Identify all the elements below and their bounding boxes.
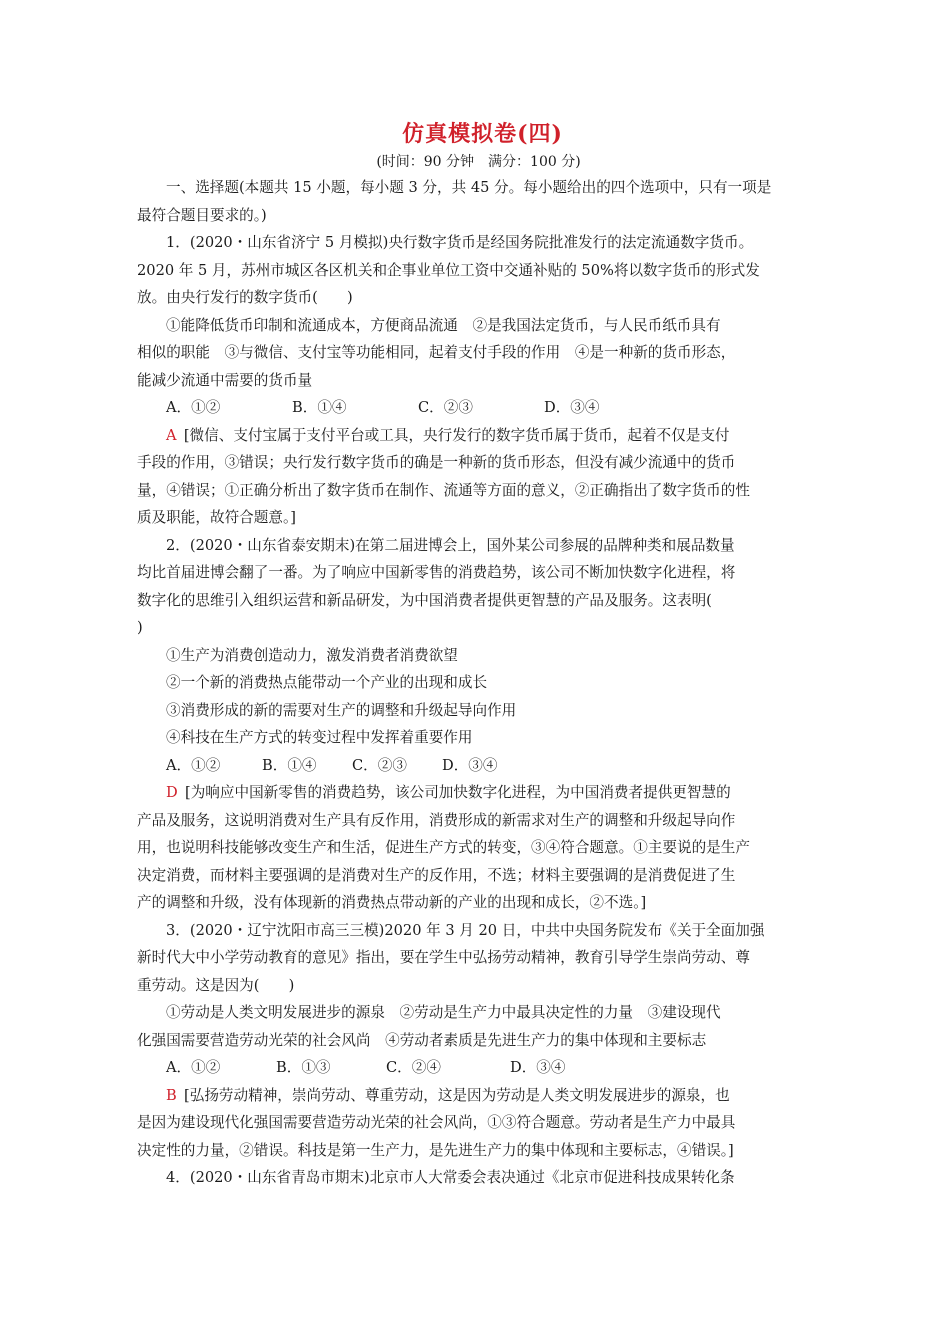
q1-explanation-text: [微信、支付宝属于支付平台或工具，央行发行的数字货币属于货币，起着不仅是支付 (183, 426, 730, 444)
q2-explanation: 决定消费，而材料主要强调的是消费对生产的反作用，不选；材料主要强调的是消费促进了生 (137, 866, 736, 884)
q2-options (137, 752, 820, 780)
q1-answer: A (166, 426, 177, 444)
page-title: 仿真模拟卷(四) (402, 121, 563, 147)
q3-explanation (137, 1082, 820, 1110)
q2-stem: ) (137, 619, 143, 636)
q3-explanation: 决定性的力量，②错误。科技是第一生产力，是先进生产力的集中体现和主要标志，④错误。] (137, 1141, 734, 1159)
q4-stem: 4．(2020・山东省青岛市期末)北京市人大常委会表决通过《北京市促进科技成果转化条 (166, 1169, 735, 1186)
q1-option-d: D．③④ (544, 399, 600, 416)
q2-explanation (137, 779, 820, 807)
document-page (137, 118, 820, 1192)
q1-explanation: 手段的作用，③错误；央行发行数字货币的确是一种新的货币形态，但没有减少流通中的货币 (137, 454, 736, 471)
q1-stem: 1．(2020・山东省济宁 5 月模拟)央行数字货币是经国务院批准发行的法定流通数字货币。 (166, 234, 754, 251)
q1-stem: 2020 年 5 月，苏州市城区各区机关和企事业单位工资中交通补贴的 50%将以数字货币的形式发 (137, 261, 760, 279)
section-heading: 一、选择题(本题共 15 小题，每小题 3 分，共 45 分。每小题给出的四个选项中，只有一项是 (166, 179, 772, 196)
q2-explanation: 产的调整和升级，没有体现新的消费热点带动新的产业的出现和成长，②不选。] (137, 894, 647, 911)
q1-items: ①能降低货币印制和流通成本，方便商品流通 ②是我国法定货币，与人民币纸币具有 (166, 316, 721, 334)
q3-option-b: B．①③ (276, 1059, 331, 1076)
section-heading-cont: 最符合题目要求的。) (137, 206, 267, 224)
q2-answer: D (166, 784, 178, 801)
q3-option-c: C．②④ (386, 1059, 441, 1076)
exam-info: (时间：90 分钟 满分：100 分) (376, 154, 581, 170)
q2-explanation: 产品及服务，这说明消费对生产具有反作用，消费形成的新需求对生产的调整和升级起导向作 (137, 811, 736, 829)
q2-stem: 数字化的思维引入组织运营和新品研发，为中国消费者提供更智慧的产品及服务。这表明( (137, 591, 712, 609)
q1-options (137, 394, 820, 422)
q2-option-b: B．①④ (262, 756, 317, 774)
q2-option-d: D．③④ (442, 756, 498, 774)
q3-items: ①劳动是人类文明发展进步的源泉 ②劳动是生产力中最具决定性的力量 ③建设现代 (166, 1004, 721, 1021)
q2-explanation-text: [为响应中国新零售的消费趋势，该公司加快数字化进程，为中国消费者提供更智慧的 (185, 784, 731, 801)
q3-option-a: A．①② (166, 1059, 221, 1076)
q2-item: ③消费形成的新的需要对生产的调整和升级起导向作用 (166, 701, 517, 719)
q2-item: ①生产为消费创造动力，激发消费者消费欲望 (166, 646, 458, 664)
q2-explanation: 用，也说明科技能够改变生产和生活，促进生产方式的转变，③④符合题意。①主要说的是生产 (137, 839, 750, 856)
q3-explanation-text: [弘扬劳动精神，崇尚劳动、尊重劳动，这是因为劳动是人类文明发展进步的源泉，也 (184, 1086, 730, 1104)
q2-stem: 均比首届进博会翻了一番。为了响应中国新零售的消费趋势，该公司不断加快数字化进程，将 (137, 564, 736, 581)
q3-stem: 重劳动。这是因为( ) (137, 976, 295, 994)
q2-stem: 2．(2020・山东省泰安期末)在第二届进博会上，国外某公司参展的品牌种类和展品数量 (166, 536, 735, 554)
q2-option-c: C．②③ (352, 756, 407, 774)
q3-items: 化强国需要营造劳动光荣的社会风尚 ④劳动者素质是先进生产力的集中体现和主要标志 (137, 1031, 707, 1049)
q2-item: ④科技在生产方式的转变过程中发挥着重要作用 (166, 729, 473, 746)
q3-explanation: 是因为建设现代化强国需要营造劳动光荣的社会风尚，①③符合题意。劳动者是生产力中最具 (137, 1114, 736, 1131)
q1-stem: 放。由央行发行的数字货币( ) (137, 289, 353, 306)
q2-option-a: A．①② (166, 756, 221, 774)
q1-option-a: A．①② (166, 399, 221, 416)
q3-options (137, 1054, 820, 1082)
q3-stem: 3．(2020・辽宁沈阳市高三三模)2020 年 3 月 20 日，中共中央国务院发布《关于全面加强 (166, 921, 765, 939)
q1-option-c: C．②③ (418, 399, 473, 416)
q3-stem: 新时代大中小学劳动教育的意见》指出，要在学生中弘扬劳动精神，教育引导学生崇尚劳动、尊 (137, 949, 750, 966)
q1-items: 能减少流通中需要的货币量 (137, 371, 313, 389)
q2-item: ②一个新的消费热点能带动一个产业的出现和成长 (166, 674, 488, 691)
q1-explanation: 质及职能，故符合题意。] (137, 509, 296, 526)
q1-explanation: 量，④错误；①正确分析出了数字货币在制作、流通等方面的意义，②正确指出了数字货币的性 (137, 481, 750, 499)
q3-option-d: D．③④ (510, 1059, 566, 1076)
q1-option-b: B．①④ (292, 399, 347, 416)
q1-items: 相似的职能 ③与微信、支付宝等功能相同，起着支付手段的作用 ④是一种新的货币形态， (137, 344, 736, 361)
q1-explanation (137, 422, 820, 450)
q3-answer: B (166, 1086, 177, 1104)
